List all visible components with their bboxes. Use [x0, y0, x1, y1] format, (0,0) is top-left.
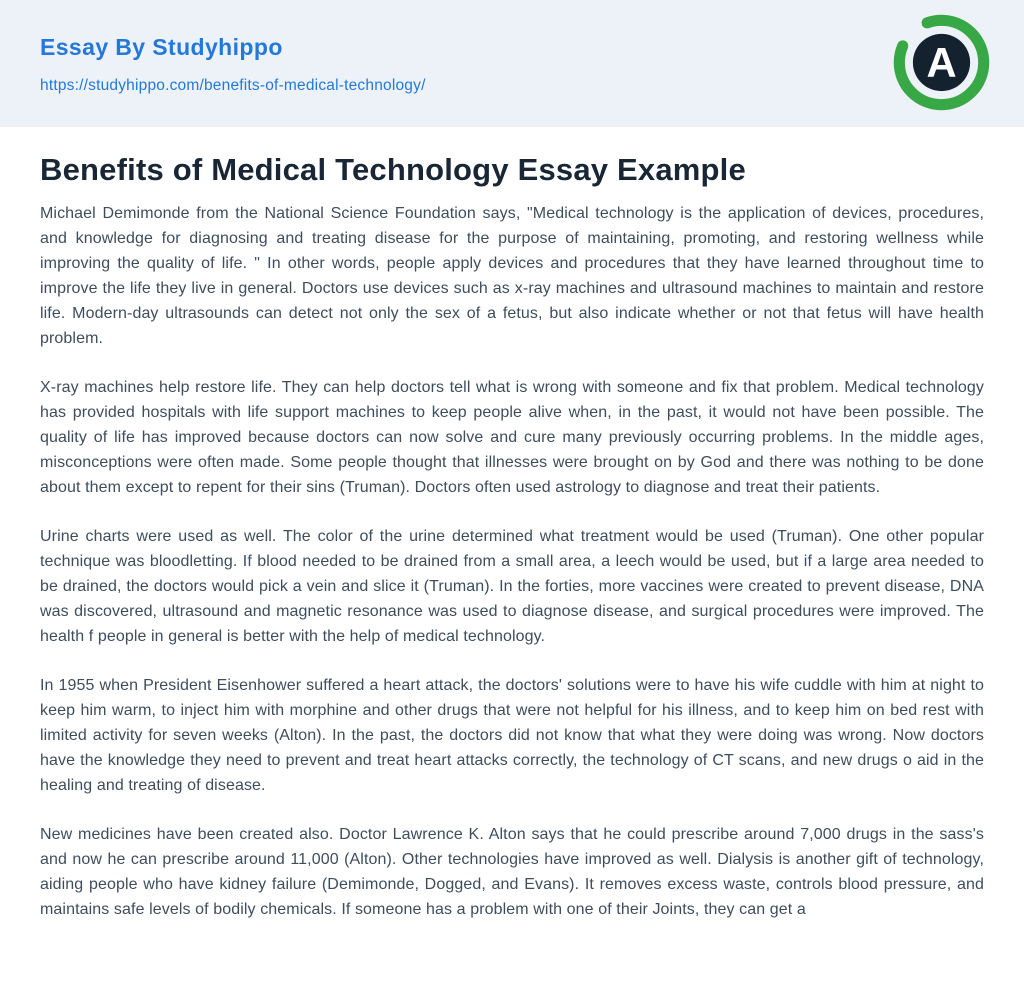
site-title: Essay By Studyhippo — [40, 34, 283, 60]
site-header — [0, 0, 1024, 127]
essay-title: Benefits of Medical Technology Essay Example — [40, 152, 746, 187]
essay-paragraph: Michael Demimonde from the National Science Foundation says, "Medical technology is the application of devices, procedures, and knowledge for diagnosing and treating disease for the purpose of maintaining, promoting, and restoring wellness while improving the quality of life. " In other words, people apply devices and procedures that they have learned throughout time to improve the life they live in general. Doctors use devices such as x-ray machines and ultrasound machines to maintain and restore life. Modern-day ultrasounds can detect not only the sex of a fetus, but also indicate whether or not that fetus will have health problem. — [40, 205, 984, 347]
logo-letter: A — [926, 39, 957, 87]
essay-content — [0, 127, 1024, 922]
essay-paragraph: Urine charts were used as well. The color of the urine determined what treatment would be used (Truman). One other popular technique was bloodletting. If blood needed to be drained from a small area, a leech would be used, but if a large area needed to be drained, the doctors would pick a vein and slice it (Truman). In the forties, more vaccines were created to prevent disease, DNA was discovered, ultrasound and magnetic resonance was used to diagnose disease, and surgical procedures were improved. The health f people in general is better with the help of medical technology. — [40, 528, 984, 645]
essay-body — [40, 201, 984, 922]
essay-paragraph: New medicines have been created also. Doctor Lawrence K. Alton says that he could prescribe around 7,000 drugs in the sass's and now he can prescribe around 11,000 (Alton). Other technologies have improved as well. Dialysis is another gift of technology, aiding people who have kidney failure (Demimonde, Dogged, and Evans). It removes excess waste, controls blood pressure, and maintains safe levels of bodily chemicals. If someone has a problem with one of their Joints, they can get a — [40, 826, 984, 918]
studyhippo-logo-icon — [893, 14, 990, 111]
header-text — [40, 34, 988, 95]
essay-paragraph: In 1955 when President Eisenhower suffered a heart attack, the doctors' solutions were to have his wife cuddle with him at night to keep him warm, to inject him with morphine and other drugs that were not helpful for his illness, and to keep him on bed rest with limited activity for seven weeks (Alton). In the past, the doctors did not know that what they were doing was wrong. Now doctors have the knowledge they need to prevent and treat heart attacks correctly, the technology of CT scans, and new drugs o aid in the healing and treating of disease. — [40, 677, 984, 794]
essay-paragraph: X-ray machines help restore life. They can help doctors tell what is wrong with someone and fix that problem. Medical technology has provided hospitals with life support machines to keep people alive when, in the past, it would not have been possible. The quality of life has improved because doctors can now solve and cure many previously occurring problems. In the middle ages, misconceptions were often made. Some people thought that illnesses were brought on by God and there was nothing to be done about them except to repent for their sins (Truman). Doctors often used astrology to diagnose and treat their patients. — [40, 379, 984, 496]
source-url-link[interactable]: https://studyhippo.com/benefits-of-medical-technology/ — [40, 77, 426, 94]
